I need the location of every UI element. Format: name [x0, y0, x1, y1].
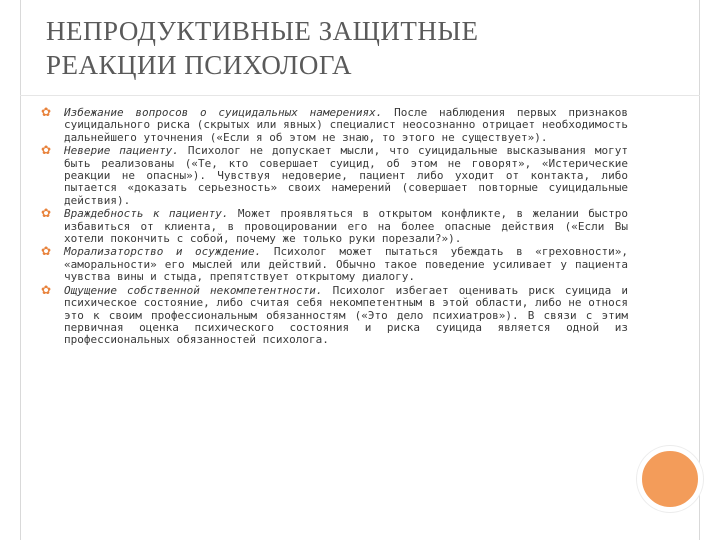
flower-bullet-icon: ✿: [41, 105, 52, 119]
slide-title: [46, 14, 666, 82]
item-lead: Враждебность к пациенту.: [64, 207, 229, 221]
list-item: [40, 208, 628, 245]
title-line-1: НЕПРОДУКТИВНЫЕ ЗАЩИТНЫЕ: [46, 16, 479, 46]
flower-bullet-icon: ✿: [41, 282, 52, 297]
reaction-list: [40, 107, 628, 348]
item-lead: Избежание вопросов о суицидальных намерениях.: [64, 106, 383, 119]
list-item: [40, 282, 628, 347]
list-item: [40, 246, 628, 283]
item-text: Психолог избегает оценивать риск суицида и психическое состояние, либо считая себя некомпетентным в этой области, либо не относя это к своим профессиональным обязанностям («Это дело психиатров»). В связи с этим первичная оценка психического состояния и риска суицида является одной из профессиональных обязанностей психолога.: [64, 283, 628, 347]
title-line-2: РЕАКЦИИ ПСИХОЛОГА: [46, 50, 353, 80]
item-lead: Ощущение собственной некомпетентности.: [64, 283, 323, 297]
item-text: Может проявляться в открытом конфликте, в желании быстро избавиться от клиента, в провоцировании его на более опасные действия («Если Вы хотели покончить с собой, почему же только руки порезали?»).: [64, 207, 628, 246]
item-text: Психолог не допускает мысли, что суицидальные высказывания могут быть реализованы («Те, кто совершает суицид, об этом не говорят», «Истерические реакции не опасны»). Чувствуя недоверие, пациент либо уходит от контакта, либо пытается «доказать серьезность» своих намерений (совершает повторные суицидальные действия).: [64, 144, 628, 207]
flower-bullet-icon: ✿: [41, 206, 52, 221]
flower-bullet-icon: ✿: [41, 143, 52, 158]
flower-bullet-icon: ✿: [41, 244, 52, 259]
item-lead: Морализаторство и осуждение.: [64, 245, 262, 259]
decorative-circle-icon: [637, 446, 703, 512]
item-text: После наблюдения первых признаков суицидального риска (скрытых или явных) специалист неосознанно отрицает необходимость дальнейшего уточнения («Если я об этом не знаю, то этого не существует»).: [64, 106, 628, 144]
item-lead: Неверие пациенту.: [64, 144, 179, 158]
list-item: [40, 107, 628, 144]
title-divider: [20, 95, 700, 96]
item-text: Психолог может пытаться убеждать в «греховности», «аморальности» его мыслей или действий. Обычно такое поведение усиливает у пациента чувства вины и стыда, препятствует открытому диалогу.: [64, 245, 628, 284]
list-item: [40, 145, 628, 207]
